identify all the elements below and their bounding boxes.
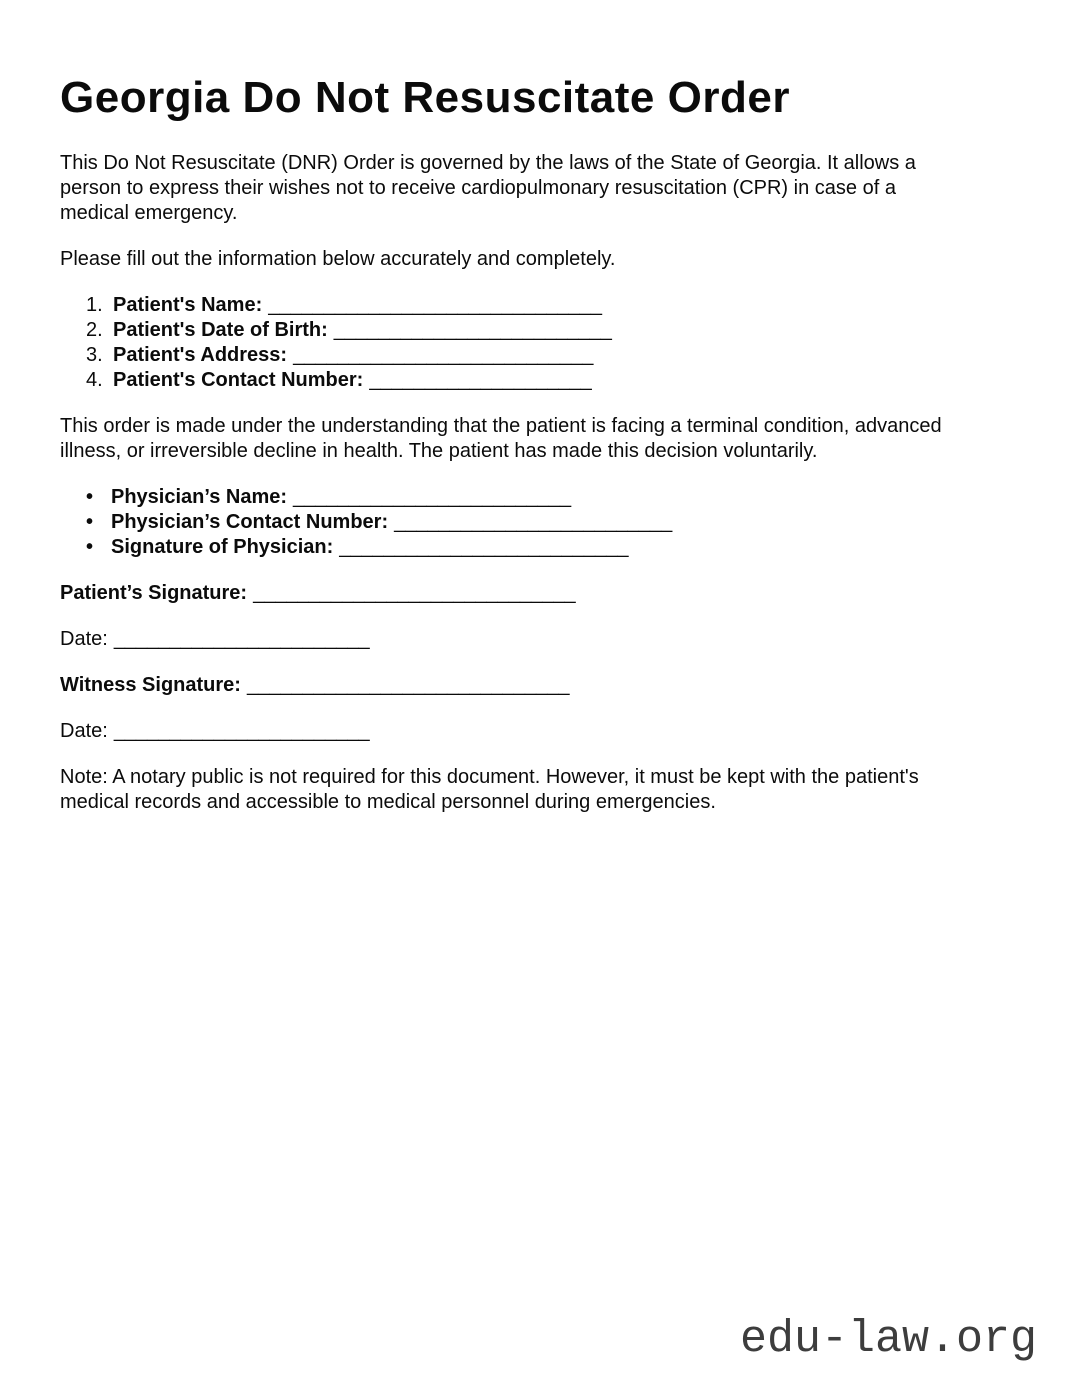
date-blank-line: _______________________ (113, 627, 370, 650)
physician-contact-row (60, 510, 955, 535)
instruction-paragraph: Please fill out the information below accurately and completely. (60, 247, 616, 270)
date-label: Date: (60, 627, 108, 650)
witness-signature-row (60, 673, 955, 698)
bullet-icon: • (86, 510, 94, 533)
patient-signature-label: Patient’s Signature: (60, 581, 248, 604)
patient-address-row (60, 343, 955, 368)
patient-contact-row (60, 368, 955, 393)
physician-contact-blank-line: _________________________ (394, 510, 673, 533)
patient-dob-row (60, 318, 955, 343)
page-title: Georgia Do Not Resuscitate Order (60, 73, 790, 122)
bullet-icon: • (86, 535, 94, 558)
physician-info-list (60, 485, 955, 560)
physician-name-row (60, 485, 955, 510)
date-blank-line: _______________________ (113, 719, 370, 742)
patient-contact-blank-line: ____________________ (369, 368, 592, 391)
physician-signature-label: Signature of Physician: (111, 535, 334, 558)
patient-info-list (60, 293, 955, 393)
list-number: 4. (86, 368, 103, 391)
patient-signature-row (60, 581, 955, 606)
patient-contact-label: Patient's Contact Number: (113, 368, 364, 391)
document-body (60, 72, 955, 815)
patient-name-label: Patient's Name: (113, 293, 263, 316)
physician-name-label: Physician’s Name: (111, 485, 288, 508)
watermark: edu-law.org (739, 1314, 1037, 1365)
patient-signature-date-row (60, 627, 955, 652)
patient-name-row (60, 293, 955, 318)
patient-dob-label: Patient's Date of Birth: (113, 318, 328, 341)
patient-dob-blank-line: _________________________ (333, 318, 612, 341)
physician-signature-row (60, 535, 955, 560)
understanding-paragraph: This order is made under the understanding that the patient is facing a terminal condition, advanced illness, or irreversible decline in health. The patient has made this decision voluntarily. (60, 414, 942, 462)
patient-name-blank-line: ______________________________ (268, 293, 602, 316)
list-number: 1. (86, 293, 103, 316)
date-label: Date: (60, 719, 108, 742)
patient-address-label: Patient's Address: (113, 343, 288, 366)
physician-signature-blank-line: __________________________ (339, 535, 629, 558)
list-number: 2. (86, 318, 103, 341)
list-number: 3. (86, 343, 103, 366)
witness-signature-blank-line: _____________________________ (246, 673, 570, 696)
physician-name-blank-line: _________________________ (293, 485, 572, 508)
physician-contact-label: Physician’s Contact Number: (111, 510, 389, 533)
bullet-icon: • (86, 485, 94, 508)
patient-address-blank-line: ___________________________ (293, 343, 594, 366)
witness-signature-label: Witness Signature: (60, 673, 241, 696)
note-paragraph: Note: A notary public is not required for this document. However, it must be kept with the patient's medical records and accessible to medical personnel during emergencies. (60, 765, 919, 813)
intro-paragraph: This Do Not Resuscitate (DNR) Order is governed by the laws of the State of Georgia. It allows a person to express their wishes not to receive cardiopulmonary resuscitation (CPR) in case of a medical emergency. (60, 151, 916, 224)
patient-signature-blank-line: _____________________________ (253, 581, 576, 604)
witness-signature-date-row (60, 719, 955, 744)
